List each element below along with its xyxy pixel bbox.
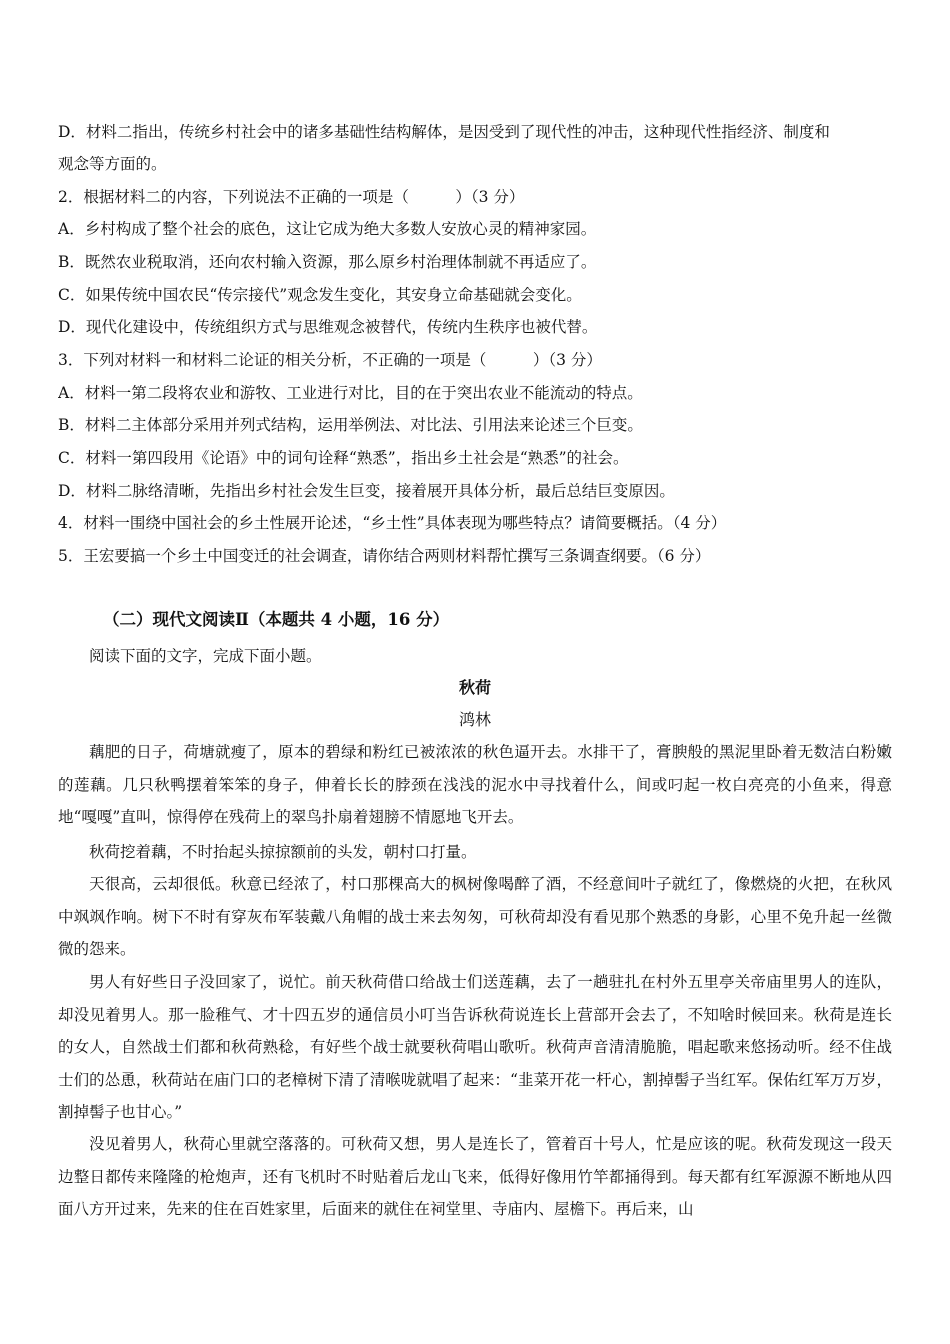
story-paragraph-1: 藕肥的日子，荷塘就瘦了，原本的碧绿和粉红已被浓浓的秋色逼开去。水排干了，膏腴般的黑泥里卧着无数洁白粉嫩的莲藕。几只秋鸭摆着笨笨的身子，伸着长长的脖颈在浅浅的泥水中寻找着什么，间或叼起一枚白亮亮的小鱼来，得意地“嘎嘎”直叫，惊得停在残荷上的翠鸟扑扇着翅膀不情愿地飞开去。: [58, 743, 892, 827]
story-paragraph-5: 没见着男人，秋荷心里就空落落的。可秋荷又想，男人是连长了，管着百十号人，忙是应该的呢。秋荷发现这一段天边整日都传来隆隆的枪炮声，还有飞机时不时贴着后龙山飞来，低得好像用竹竿都捅得到。每天都有红军源源不断地从四面八方开过来，先来的住在百姓家里，后面来的就住在祠堂里、寺庙内、屋檐下。再后来，山: [58, 1135, 892, 1219]
question-line-1d-cont: 观念等方面的。: [58, 155, 167, 173]
question-3-option-b: B．材料二主体部分采用并列式结构，运用举例法、对比法、引用法来论述三个巨变。: [58, 416, 643, 434]
story-author: 鸿林: [458, 710, 491, 729]
question-2-stem: 2．根据材料二的内容，下列说法不正确的一项是（ ）（3 分）: [58, 188, 525, 206]
question-line-1d: D．材料二指出，传统乡村社会中的诸多基础性结构解体，是因受到了现代性的冲击，这种现代性指经济、制度和: [58, 123, 830, 141]
question-4: 4．材料一围绕中国社会的乡土性展开论述，“乡土性”具体表现为哪些特点？请简要概括。（4 分）: [58, 514, 727, 532]
question-3-stem: 3．下列对材料一和材料二论证的相关分析，不正确的一项是（ ）（3 分）: [58, 351, 602, 369]
story-paragraph-2: 秋荷挖着藕，不时抬起头掠掠额前的头发，朝村口打量。: [89, 843, 477, 861]
question-2-option-d: D．现代化建设中，传统组织方式与思维观念被替代，传统内生秩序也被代替。: [58, 318, 598, 336]
question-3-option-d: D．材料二脉络清晰，先指出乡村社会发生巨变，接着展开具体分析，最后总结巨变原因。: [58, 482, 675, 500]
question-3-option-a: A．材料一第二段将农业和游牧、工业进行对比，目的在于突出农业不能流动的特点。: [58, 384, 643, 402]
story-paragraph-4: 男人有好些日子没回家了，说忙。前天秋荷借口给战士们送莲藕，去了一趟驻扎在村外五里亭关帝庙里男人的连队，却没见着男人。那一脸稚气、才十四五岁的通信员小叮当告诉秋荷说连长上营部开会去了，不知啥时候回来。秋荷是连长的女人，自然战士们都和秋荷熟稔，有好些个战士就要秋荷唱山歌听。秋荷声音清清脆脆，唱起歌来悠扬动听。经不住战士们的怂恿，秋荷站在庙门口的老樟树下清了清喉咙就唱了起来：“韭菜开花一杆心，割掉髻子当红军。保佑红军万万岁，割掉髻子也甘心。”: [58, 973, 892, 1122]
question-2-option-a: A．乡村构成了整个社会的底色，这让它成为绝大多数人安放心灵的精神家园。: [58, 220, 597, 238]
section-instruction: 阅读下面的文字，完成下面小题。: [89, 647, 322, 665]
section-heading: （二）现代文阅读Ⅱ（本题共 4 小题，16 分）: [103, 610, 450, 629]
story-title: 秋荷: [458, 678, 491, 697]
question-2-option-b: B．既然农业税取消，还向农村输入资源，那么原乡村治理体制就不再适应了。: [58, 253, 597, 271]
question-2-option-c: C．如果传统中国农民“传宗接代”观念发生变化，其安身立命基础就会变化。: [58, 286, 582, 304]
story-paragraph-3: 天很高，云却很低。秋意已经浓了，村口那棵高大的枫树像喝醉了酒，不经意间叶子就红了，像燃烧的火把，在秋风中飒飒作响。树下不时有穿灰布军装戴八角帽的战士来去匆匆，可秋荷却没有看见那个熟悉的身影，心里不免升起一丝微微的怨来。: [58, 875, 892, 959]
question-3-option-c: C．材料一第四段用《论语》中的词句诠释“熟悉”，指出乡土社会是“熟悉”的社会。: [58, 449, 629, 467]
question-5: 5．王宏要搞一个乡土中国变迁的社会调查，请你结合两则材料帮忙撰写三条调查纲要。（6 分）: [58, 547, 711, 565]
